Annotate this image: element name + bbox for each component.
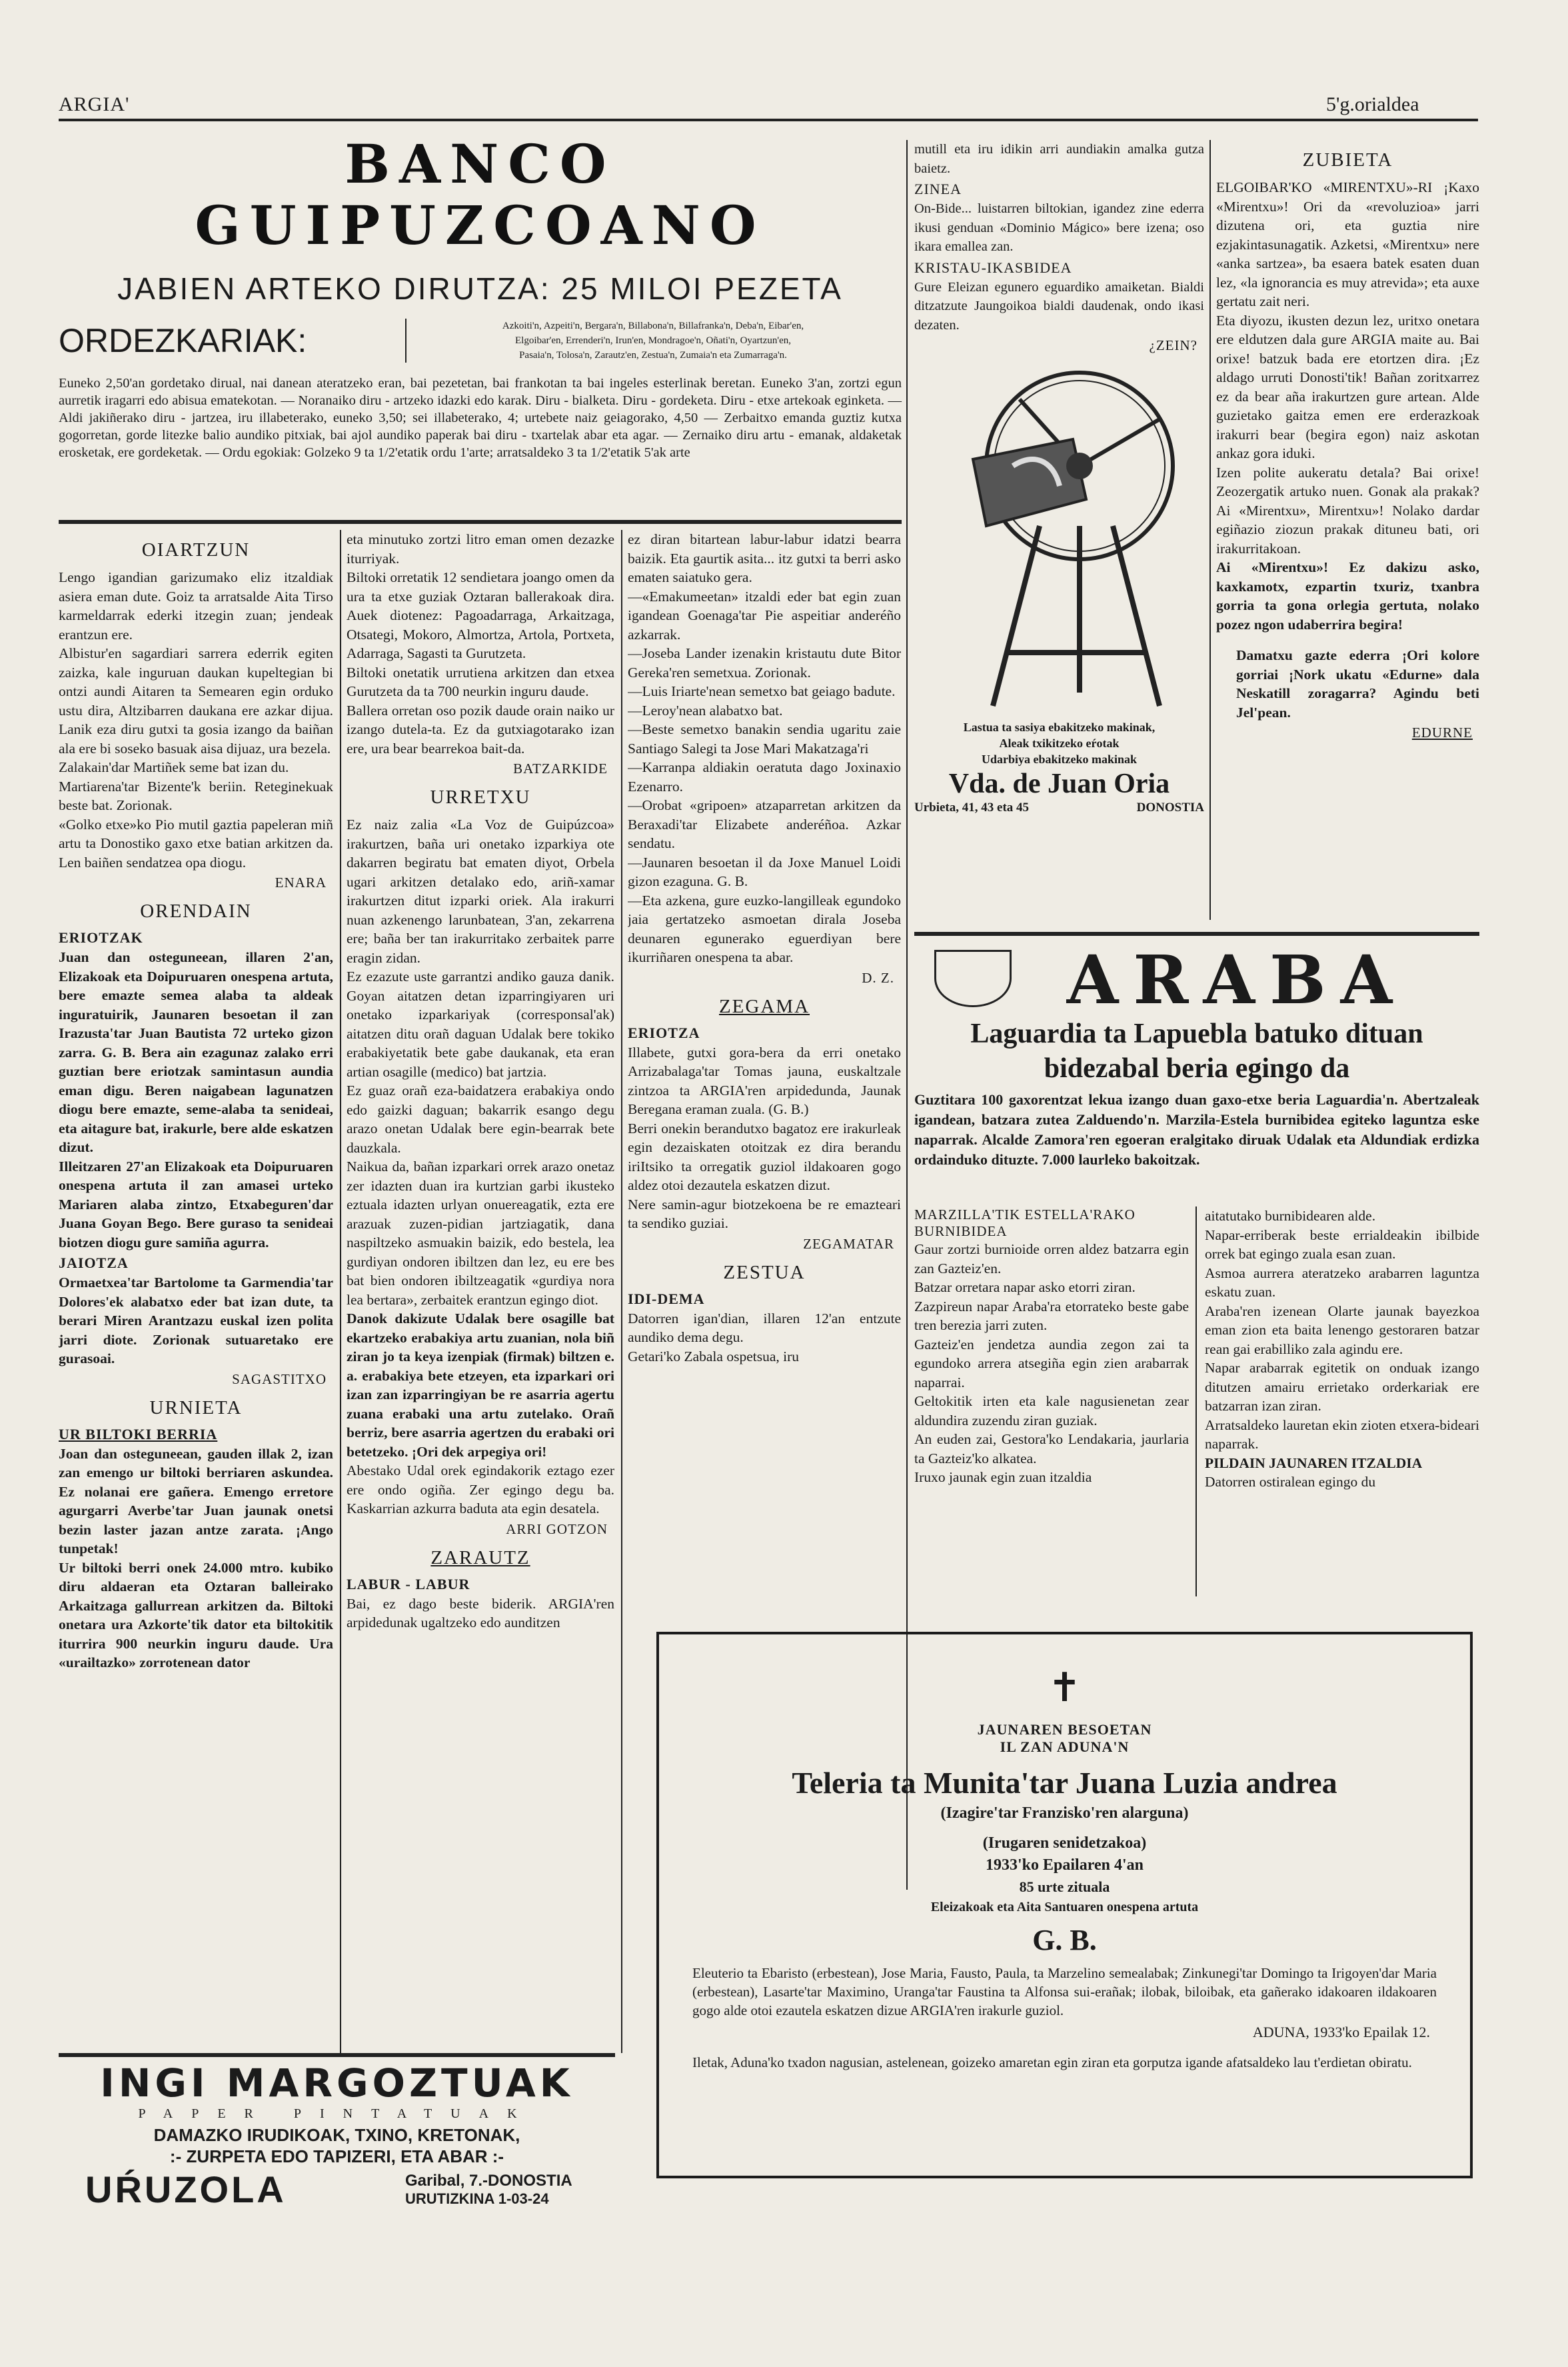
paragraph: —«Emakumeetan» itzaldi eder bat egin zuan igandean Goenaga'tar Pie aspeitiar anderéño azkarrak. <box>628 588 901 643</box>
subheading: KRISTAU-IKASBIDEA <box>914 259 1072 276</box>
paragraph: Naikua da, bañan izparkari orrek arazo onetaz zer idazten duan ira kurtzian garbi ikusteko eztuala idazten urlyan onuereagatik, ezta ere arazuak zuzen-pidian jartziagatik, dana naspiltzeko asmuakin baizik, edo bestela, lea gurdiyan ondoren ibiltzen dan lez, eu ere bes bat bien ondoren ibiltzeagatik «gurdiya nora lea bertara», zerbaitek erantzun egingo diot. <box>347 1159 614 1308</box>
paragraph: Gure Eleizan egunero eguardiko amaiketan. Bialdi ditzatzute Jaungoikoa bialdi daudenak, ondo ikasi dezaten. <box>914 279 1204 333</box>
araba-lead: Guztitara 100 gaxorentzat lekua izango duan gaxo-etxe beria Laguardia'n. Abertzaleak igandean, batzara zutea Zalduendo'n. Marzila-Estela burnibidea egiteko laguntza eske naparrak. Alcalde Zamora'ren egoeran eralgitako diruak Udalak eta Aldundiak erdizka ordainduko dituzte. 7.000 laurleko bakoitzak. <box>914 1091 1479 1168</box>
bank-capital: JABIEN ARTEKO DIRUTZA: 25 MILOI PEZETA <box>117 271 843 306</box>
obituary-age: 85 urte zituala <box>1019 1878 1110 1895</box>
araba-title: ARABA <box>1066 941 1407 1019</box>
subheading: ERIOTZA <box>628 1024 700 1041</box>
section-heading: URNIETA <box>149 1396 243 1418</box>
signature: ENARA <box>275 875 327 891</box>
ad-rule <box>59 2053 615 2057</box>
paragraph: Iruxo jaunak egin zuan itzaldia <box>914 1469 1092 1485</box>
column-3 <box>628 530 901 1636</box>
bank-bottom-rule <box>59 520 902 524</box>
paragraph: —Karranpa aldiakin oeratuta dago Joxinaxio Ezenarro. <box>628 759 901 795</box>
subheading: IDI-DEMA <box>628 1290 705 1307</box>
paragraph: Biltoki orretatik 12 sendietara joango omen da ura ta etxe guziak Oztaran ballerakoak dira. Auek diotenez: Pagoadarraga, Arkaitzaga, Otsategi, Mokoro, Almortza, Artola, Portxeta, Adarraga, Sagasti ta Gurutzeta. <box>347 569 614 661</box>
ad-company-name: Vda. de Juan Oria <box>948 769 1170 799</box>
column-2 <box>347 530 614 2053</box>
paragraph: An euden zai, Gestora'ko Lendakaria, jaurlaria ta Gazteiz'ko alkatea. <box>914 1431 1189 1466</box>
paragraph: Ez ezazute uste garrantzi andiko gauza danik. Goyan aitatzen detan izparringiyaren uri onetako izparkariyak (corresponsal'ak) aitatzen ditu orañ daguan Udalak bere tokiko erabakiyetatik bete gabe daukanak, eta eran artian osagille (medico) bat jartzia. <box>347 969 614 1080</box>
paragraph: ELGOIBAR'KO «MIRENTXU»-RI ¡Kaxo «Mirentxu»! Ori da «revoluzioa» jarri dizutena ori, eta guztia nire ezjakintasunagatik. Azketsi, «Mirentxu» nere «anka sartzea», ba esaera batek esaten duan lez, «la ignorancia es muy atrevida»; eta auxe gertatu zait neri. <box>1216 179 1479 309</box>
header-rule <box>59 119 1478 121</box>
paragraph: aitatutako burnibidearen alde. <box>1205 1208 1376 1224</box>
ad-address-row <box>914 801 1204 815</box>
section-heading: ORENDAIN <box>140 901 252 922</box>
paragraph: Eta diyozu, ikusten dezun lez, uritxo onetara ere eldutzen dala gure ARGIA maite au. Bai orixe! batzuk bada ere etortzen dira. ¡Ez aldago urruti Donosti'tik! Bañan zoritxarrez ez da bear aña irakurtzen gure artean. Alde guzietako gaitza emen ere erderazkoak irakurri bear (begira egon) naiz askotan ankaz gora iduki. <box>1216 312 1479 461</box>
paragraph: Berri onekin berandutxo bagatoz ere irakurleak egin dezaiskaten otoitzak ez dira berandu iriItsiko ta orregatik guziol ildakoaren gogo aldez otoi dezautela eskatzen dizut. <box>628 1120 901 1193</box>
uruzola-line: :- ZURPETA EDO TAPIZERI, ETA ABAR :- <box>169 2146 504 2166</box>
bank-body: Euneko 2,50'an gordetako dirual, nai danean ateratzeko eran, bai pezetetan, bai frankotan ta bai ingeles esterlinak beretan. Euneko 3'an, zortzi egun aurretik iragarri edo abisua ematekotan. — Noranaiko diru - artzeko idazki edo karak. Diru - bialketa. Diru - gordeketa. Diru - etxe artekoak eginketa. — Aldi jakiñerako diru - jartzea, iru illabeterako, euneko 3,50; sei illabeterako, 4; urtebete naiz geiagorako, 4,50 — Zerbaitxo emanda guztiz kutxa gogorretan, gorde litezke balio aundiko pitxiak, bai ajol aundiko paperak bai diru - txartelak abar eta agar. — Zernaiko diru artu - emanak, aldaketak erosketak, ere gordeketak. — Ordu egokiak: Golzeko 9 ta 1/2'etatik ordu 1'arte; arratsaldeko 3 ta 1/2'etatik 5'ak arte <box>59 376 902 460</box>
section-heading: ZUBIETA <box>1302 149 1393 171</box>
paragraph: Datorren igan'dian, illaren 12'an entzute aundiko dema degu. <box>628 1310 901 1345</box>
paper-name: ARGIA' <box>59 93 130 115</box>
paragraph: Gaur zortzi burnioide orren aldez batzarra egin zan Gazteiz'en. <box>914 1241 1189 1276</box>
paragraph: —Orobat «gripoen» atzaparretan arkitzen da Beraxadi'tar Elizabete anderéñoa. Azkar sendatu. <box>628 797 901 851</box>
ad-city: DONOSTIA <box>1136 801 1204 815</box>
uruzola-line: DAMAZKO IRUDIKOAK, TXINO, KRETONAK, <box>153 2125 520 2145</box>
signature: ZEGAMATAR <box>803 1235 894 1252</box>
paragraph: Napar-erriberak beste errialdeakin ibilbide orrek bat egingo zuala esan zuan. <box>1205 1226 1479 1262</box>
paragraph: Illeitzaren 27'an Elizakoak eta Doipuruaren onespena artuta il zan amasei urteko Mariaren alaba zintzo, Etxabeguren'dar Juana Goyan Bego. Bere guraso ta senideai biotzen diogu gure samiña agurra. <box>59 1158 333 1250</box>
paragraph: Ur biltoki berri onek 24.000 mtro. kubiko diru aldaeran eta Oztaran balleirako Arkaitzaga gallurrean arkitzen da. Biltoki onetara ura Azkorte'tik dator eta biltokitik iturrira 900 neurkin inguru daude. Ura «urailtazko» zorrotenean dator <box>59 1559 333 1670</box>
column-5-top <box>1216 140 1479 913</box>
section-heading: ZESTUA <box>723 1261 806 1283</box>
obituary-footer: Iletak, Aduna'ko txadon nagusian, astelenean, goizeko amaretan egin ziran eta gorputza igande afatsaldeko lau t'erdietan obiratu. <box>692 2054 1412 2070</box>
column-rule <box>1209 140 1211 920</box>
ad-line: Aleak txikitzeko eŕotak <box>999 737 1120 750</box>
ad-address: Urbieta, 41, 43 eta 45 <box>914 801 1030 815</box>
column-rule <box>1195 1206 1197 1596</box>
signature: ARRI GOTZON <box>506 1520 608 1537</box>
uruzola-phone: URUTIZKINA 1-03-24 <box>405 2190 549 2207</box>
signature: EDURNE <box>1411 725 1473 741</box>
paragraph: On-Bide... luistarren biltokian, igandez zine ederra ikusi genduan «Dominio Mágico» bere izena; oso ikara emallea zan. <box>914 201 1204 254</box>
paragraph: Ez guaz orañ eza-baidatzera erabakiya ondo edo gaizki daguan; bakarrik esango degu arazo onetan Udalak bere egin-bearrak bete dauzkala. <box>347 1083 614 1156</box>
subheading: JAIOTZA <box>59 1254 129 1271</box>
paragraph: Bai, ez dago beste biderik. ARGIA'ren arpidedunak ugaltzeko edo aunditzen <box>347 1595 614 1630</box>
paragraph: Arratsaldeko lauretan ekin zioten etxera-bideari naparrak. <box>1205 1416 1479 1452</box>
section-heading: OIARTZUN <box>141 539 251 561</box>
paragraph: Biltoki onetatik urrutiena arkitzen dan etxea Gurutzeta da ta 700 neurkin inguru daude. <box>347 664 614 699</box>
paragraph: Batzar orretara napar asko etorri ziran. <box>914 1279 1136 1295</box>
paragraph: Datorren ostiralean egingo du <box>1205 1474 1376 1490</box>
obituary-body: Eleuterio ta Ebaristo (erbestean), Jose Maria, Fausto, Paula, ta Marzelino semealabak; Zinkunegi'tar Domingo ta Irigoyen'dar Maria (erbestean), Lasarte'tar Maximino, Uranga'tar Faustina ta Alfonsa sui-erañak; ilobak, biloibak, eta gañerako idakoaren ildakoaren gogo alde otoi ezautela eskatzen dizue ARGIA'ren irakurle guziol. <box>692 1965 1437 2018</box>
branches-line: Elgoibar'en, Errenderi'n, Irun'en, Mondragoe'n, Oñati'n, Oyartzun'en, <box>515 335 791 346</box>
signature: SAGASTITXO <box>232 1370 327 1387</box>
obituary-gb: G. B. <box>1032 1924 1097 1956</box>
obituary-date: 1933'ko Epailaren 4'an <box>986 1856 1144 1874</box>
ad-line: Udarbiya ebakitzeko makinak <box>981 753 1138 766</box>
paragraph: ez diran bitartean labur-labur idatzi bearra baizik. Eta gaurtik asita... itz gutxi ta berri asko ematen saiatuko gera. <box>628 531 901 585</box>
uruzola-address: Garibal, 7.-DONOSTIA <box>405 2172 572 2190</box>
branches-list <box>405 319 886 363</box>
paragraph: Getari'ko Zabala ospetsua, iru <box>628 1348 800 1364</box>
paragraph: —Beste semetxo banakin sendia ugaritu zaie Santiago Salegi ta Jose Mari Makatzaga'ri <box>628 721 901 757</box>
araba-headline: bidezabal beria egingo da <box>1044 1053 1350 1084</box>
column-rule <box>906 140 908 1890</box>
paragraph: Albistur'en sagardiari sarrera ederrik egiten zaizka, kale inguruan daukan kupeltegian bi ontzi aundi Aitaren ta Semearen egin orduko ustu dira, Altzibarren daukana ere azkar dijua. Lanik eza diru gutxi ta gosia izango da baiñan ala ere bi soseko basuak aisa dijuaz, ura bezela. <box>59 645 333 757</box>
section-heading: URRETXU <box>430 787 531 808</box>
section-heading: ZEGAMA <box>718 995 810 1017</box>
paragraph: Lengo igandian garizumako eliz itzaldiak asiera eman dute. Goiz ta arratsalde Aita Tirso karmeldarrak ederki itzegin zuan; jendeak erantzun ere. <box>59 569 333 643</box>
paragraph: Ai «Mirentxu»! Ez dakizu asko, kaxkamotx, ezpartin txuriz, txanbra gorria ta gona orlegia gertuta, nolako pozez ngon udaberrira begira! <box>1216 559 1479 633</box>
paragraph: Zalakain'dar Martiñek seme bat izan du. <box>59 759 289 775</box>
paragraph: Napar arabarrak egitetik on onduak izango ditutzen amairu errietako orderkariak ere batzarran izan ziran. <box>1205 1360 1479 1414</box>
araba-coat-of-arms-icon <box>934 950 1012 1007</box>
subheading: ZINEA <box>914 181 962 197</box>
paragraph: Araba'ren izenean Olarte jaunak bayezkoa eman zion eta baita lenengo gestoraren batzar rean gai erabilliko zala agindu ere. <box>1205 1302 1479 1357</box>
obituary-notice <box>656 1632 1473 2178</box>
subheading: LABUR - LABUR <box>347 1575 470 1592</box>
signature: D. Z. <box>862 969 894 986</box>
uruzola-title: INGI MARGOZTUAK <box>100 2060 574 2106</box>
subheading: ERIOTZAK <box>59 929 143 946</box>
subheading: MARZILLA'TIK ESTELLA'RAKO BURNIBIDEA <box>914 1206 1136 1239</box>
paragraph: Martiarena'tar Bizente'k beriin. Reteginekuak beste bat. Zorionak. <box>59 778 333 813</box>
obituary-line: (Irugaren senidetzakoa) <box>982 1834 1147 1852</box>
column-rule <box>340 530 341 2053</box>
obituary-line: JAUNAREN BESOETAN <box>977 1721 1152 1738</box>
paragraph: —Eta azkena, gure euzko-langilleak egundoko jaia gertatzeko asmoetan dirala Joseba deunaren egunerako eguerdiyan bere ikurriñaren onespena ta abar. <box>628 892 901 965</box>
uruzola-subtitle: PAPER PINTATUAK <box>138 2106 536 2121</box>
araba-section <box>914 943 1479 1603</box>
paragraph: Danok dakizute Udalak bere osagille bat ekartzeko erabakiya artu zuanian, nola biñ ziran jo ta keya izenpiak (firmak) biltzen e. a. erabakiya bete etzeyen, eta izparkari ori izan zan izparringiyan be re asarria agertu zuana erabaki una artu zutelako. Orañ berriz, bere asarria agertzen du erabaki ori betetzeko. ¡Ori dek arpegiya ori! <box>347 1310 614 1460</box>
paragraph: PILDAIN JAUNAREN ITZALDIA <box>1205 1454 1423 1471</box>
araba-headline: Laguardia ta Lapuebla batuko dituan <box>970 1019 1423 1049</box>
bank-ad <box>59 133 902 517</box>
paragraph: Asmoa aurrera ateratzeko arabarren laguntza eskatu zuan. <box>1205 1264 1479 1300</box>
page-label: 5'g.orialdea <box>1326 93 1419 115</box>
paragraph: Ormaetxea'tar Bartolome ta Garmendia'tar Dolores'ek alabatxo eder bat izan dute, ta berari Miren Arantzazu euskal izen polita jarri diote. Zorionak sutuaretako ere gurasoai. <box>59 1274 333 1366</box>
paragraph: Geltokitik irten eta kale nagusienetan zear aldundira zuzendu ziran guziak. <box>914 1393 1189 1428</box>
deceased-spouse: (Izagire'tar Franzisko'ren alarguna) <box>940 1804 1189 1822</box>
paragraph: Joan dan osteguneean, gauden illak 2, izan zan emengo ur biltoki berriaren askundea. Ez nolanai ere gañera. Emengo erretore agurgarri Averbe'tar Juan jaunak onetsi bezin laster jazan antze zarata. ¡Ango tunpetak! <box>59 1445 333 1556</box>
uruzola-ad <box>59 2053 615 2210</box>
uruzola-brand: UŔUZOLA <box>85 2168 287 2210</box>
paragraph: mutill eta iru idikin arri aundiakin amalka gutza baietz. <box>914 142 1204 176</box>
paragraph: —Luis Iriarte'nean semetxo bat geiago badute. <box>628 683 896 699</box>
paragraph: «Golko etxe»ko Pio mutil gaztia papeleran miñ artu ta Donostiko gaxo etxe batian arkitzen da. Len baiñen sendatzea opa diogu. <box>59 816 333 871</box>
cross-icon: ✝ <box>1048 1666 1082 1710</box>
paragraph: Damatxu gazte ederra ¡Ori kolore gorriai ¡Nork ukatu «Edurne» dala Neskatill zoragarra? Agindu beti Jel'pean. <box>1236 647 1479 721</box>
branches-line: Azkoiti'n, Azpeiti'n, Bergara'n, Billabona'n, Billafranka'n, Deba'n, Eibar'en, <box>502 321 804 331</box>
paragraph: Juan dan osteguneean, illaren 2'an, Elizakoak eta Doipuruaren onespena artuta, bere emazte semea alaba ta aldeak inguratuirik, Jaunaren besoetan il zan Irazusta'tar Juan Bautista 72 urteko gizon zarra. G. B. Bera ain ezagunaz zalako erri guztian bere eriotzak samintasun aundia eman digu. Beren naigabean lagunatzen diogu bere emazte, seme-alaba ta senideai, eta aitagure bat, irakurle, bere alde eskatzen dizut. <box>59 949 333 1155</box>
paragraph: —Jaunaren besoetan il da Joxe Manuel Loidi gizon ezaguna. G. B. <box>628 854 901 889</box>
obituary-line: IL ZAN ADUNA'N <box>1000 1738 1130 1755</box>
paragraph: Zazpireun napar Araba'ra etorrateko beste gabe tren berezia jarri zuten. <box>914 1298 1189 1333</box>
paragraph: Izen polite aukeratu detala? Bai orixe! Zeozergatik artuko nuen. Gonak ala prakak? Ai «Mirentxu», Mirentxu»! Nolako dardar egiñazio ziozun prakak dituneu bati, ori irakurritakoan. <box>1216 464 1479 557</box>
bank-title: BANCO GUIPUZCOANO <box>195 133 766 257</box>
column-4-top <box>914 140 1204 913</box>
branches-line: Pasaia'n, Tolosa'n, Zarautz'en, Zestua'n, Zumaia'n eta Zumarraga'n. <box>519 350 787 361</box>
paragraph: —Joseba Lander izenakin kristautu dute Bitor Gereka'ren semetxua. Zorionak. <box>628 645 901 681</box>
signature: ¿ZEIN? <box>1149 337 1197 353</box>
paragraph: —Leroy'nean alabatxo bat. <box>628 702 783 719</box>
branches-label: ORDEZKARIAK: <box>59 322 307 359</box>
signature: BATZARKIDE <box>513 761 608 777</box>
paragraph: eta minutuko zortzi litro eman omen dezazke iturriyak. <box>347 531 614 567</box>
ad-line: Lastua ta sasiya ebakitzeko makinak, <box>963 721 1156 734</box>
araba-top-rule <box>914 932 1479 936</box>
paragraph: Gazteiz'en jendetza aundia zegon zai ta egundoko arrera atsegiña egin zien arabarrak naparrai. <box>914 1336 1189 1390</box>
araba-left-column <box>914 1206 1189 1487</box>
araba-right-column <box>1205 1206 1479 1492</box>
obituary-line: Eleizakoak eta Aita Santuaren onespena artuta <box>930 1900 1199 1914</box>
column-rule <box>621 530 622 2053</box>
obituary-place-date: ADUNA, 1933'ko Epailak 12. <box>1252 2024 1430 2040</box>
paragraph: Abestako Udal orek egindakorik eztago ezer ere ondo ogiña. Zer egingo degu ba. Kaskarrian azkurra baduta ata egin desatela. <box>347 1462 614 1516</box>
column-1 <box>59 530 333 2053</box>
paragraph: Nere samin-agur biotzekoena be re emazteari ta sendiko guziai. <box>628 1196 901 1231</box>
section-heading: ZARAUTZ <box>430 1546 530 1568</box>
paragraph: Ez naiz zalia «La Voz de Guipúzcoa» irakurtzen, baña uri onetako izparkiya ote dakarren begiratu bat ematen diyot, Orbela ugari arkitzen detalako edo, ariñ-xamar irakurtzen ditut izparki oriek. Ala irakurri nuan azkenengo larunbatean, 3'an, zekarrena ere; baña ber tan irakurritako zerbaitek parre eragin zidan. <box>347 817 614 966</box>
deceased-name: Teleria ta Munita'tar Juana Luzia andrea <box>792 1766 1337 1800</box>
chaff-cutter-machine-image <box>920 359 1199 719</box>
subheading: UR BILTOKI BERRIA <box>59 1425 218 1442</box>
paragraph: Illabete, gutxi gora-bera da erri onetako Arrizabalaga'tar Tomas jauna, euskaltzale zintzoa ta ARGIA'ren arpidedunda, Jaunak Beregana eraman zuala. (G. B.) <box>628 1044 901 1117</box>
paragraph: Ballera orretan oso pozik daude orain naiko ur izango dutela-ta. Ez da gutxiagotarako izan ere, ura bear bearrekoa bait-da. <box>347 702 614 757</box>
